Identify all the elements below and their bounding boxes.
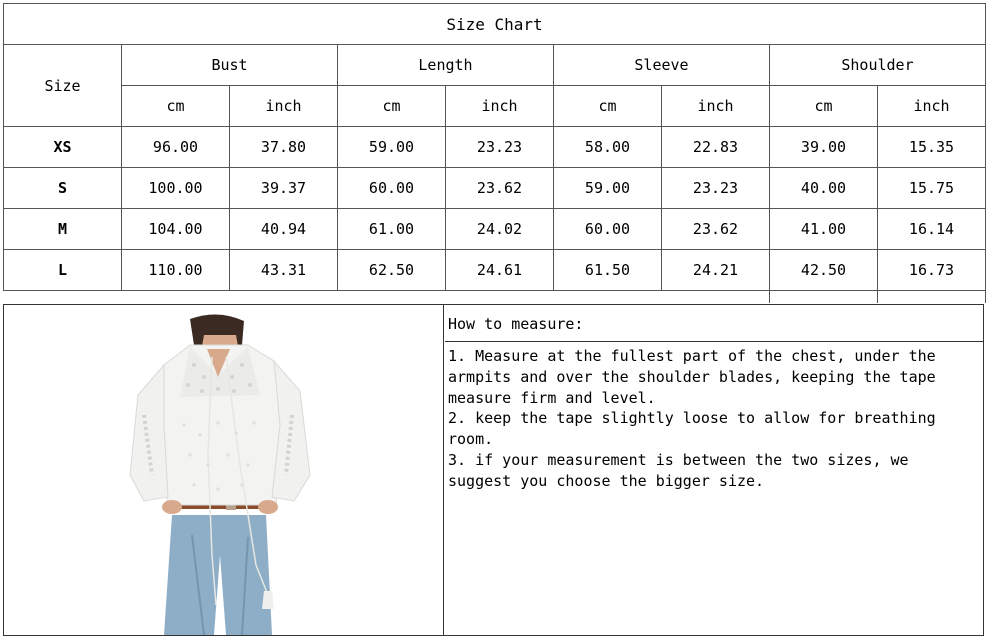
table-divider	[769, 290, 770, 303]
table-cell: 60.00	[554, 209, 662, 250]
blouse-model-image	[4, 305, 444, 635]
table-cell: 41.00	[770, 209, 878, 250]
group-header-sleeve: Sleeve	[554, 45, 770, 86]
group-header-shoulder: Shoulder	[770, 45, 986, 86]
table-cell: 23.62	[662, 209, 770, 250]
table-cell: 40.94	[230, 209, 338, 250]
table-row	[4, 209, 986, 250]
table-cell: 61.50	[554, 250, 662, 291]
bottom-panel	[3, 304, 984, 636]
how-to-measure-steps	[445, 342, 983, 635]
table-cell: 16.73	[878, 250, 986, 291]
table-cell: 24.02	[446, 209, 554, 250]
size-chart-title: Size Chart	[4, 4, 986, 45]
table-cell: 24.21	[662, 250, 770, 291]
table-cell: 100.00	[122, 168, 230, 209]
table-row	[4, 250, 986, 291]
table-cell: 40.00	[770, 168, 878, 209]
how-to-measure-title: How to measure:	[445, 305, 983, 342]
table-row	[4, 127, 986, 168]
table-cell: 42.50	[770, 250, 878, 291]
measure-step: 3. if your measurement is between the two sizes, we suggest you choose the bigger size.	[448, 450, 909, 490]
size-label: XS	[4, 127, 122, 168]
group-header-bust: Bust	[122, 45, 338, 86]
table-cell: 110.00	[122, 250, 230, 291]
size-column-header: Size	[4, 45, 122, 127]
measure-step: 1. Measure at the fullest part of the chest, under the armpits and over the shoulder blades, keeping the tape measure firm and level.	[448, 347, 936, 407]
unit-header: inch	[662, 86, 770, 127]
table-cell: 59.00	[338, 127, 446, 168]
size-chart-table	[3, 3, 986, 291]
unit-header: cm	[554, 86, 662, 127]
table-cell: 22.83	[662, 127, 770, 168]
table-cell: 58.00	[554, 127, 662, 168]
unit-header: inch	[446, 86, 554, 127]
measure-step: 2. keep the tape slightly loose to allow for breathing room.	[448, 409, 936, 449]
table-cell: 104.00	[122, 209, 230, 250]
group-header-length: Length	[338, 45, 554, 86]
unit-header: cm	[338, 86, 446, 127]
unit-header: inch	[878, 86, 986, 127]
table-cell: 23.62	[446, 168, 554, 209]
table-cell: 59.00	[554, 168, 662, 209]
table-cell: 23.23	[446, 127, 554, 168]
table-cell: 15.75	[878, 168, 986, 209]
table-cell: 62.50	[338, 250, 446, 291]
unit-header: cm	[122, 86, 230, 127]
unit-header: cm	[770, 86, 878, 127]
table-cell: 24.61	[446, 250, 554, 291]
table-cell: 15.35	[878, 127, 986, 168]
table-cell: 96.00	[122, 127, 230, 168]
table-cell: 23.23	[662, 168, 770, 209]
table-cell: 16.14	[878, 209, 986, 250]
size-label: M	[4, 209, 122, 250]
table-cell: 37.80	[230, 127, 338, 168]
table-divider	[985, 290, 986, 303]
product-photo	[4, 305, 444, 635]
table-cell: 39.00	[770, 127, 878, 168]
unit-header: inch	[230, 86, 338, 127]
table-cell: 39.37	[230, 168, 338, 209]
table-divider	[877, 290, 878, 303]
table-cell: 43.31	[230, 250, 338, 291]
table-row	[4, 168, 986, 209]
size-label: S	[4, 168, 122, 209]
size-label: L	[4, 250, 122, 291]
table-cell: 60.00	[338, 168, 446, 209]
table-cell: 61.00	[338, 209, 446, 250]
